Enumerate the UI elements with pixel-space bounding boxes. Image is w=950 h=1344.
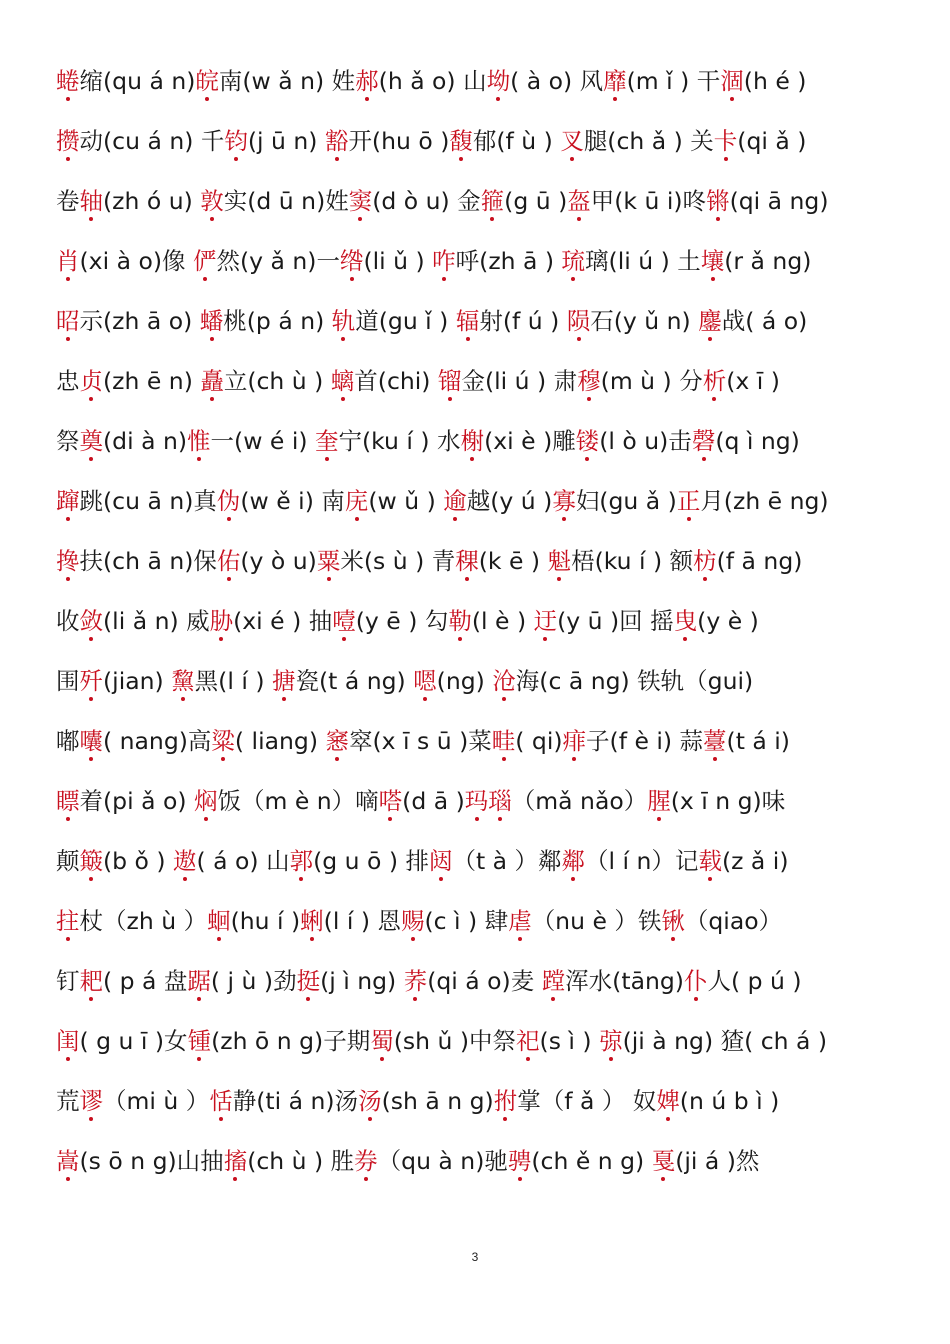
plain-text: （l í n）记 — [585, 847, 699, 875]
plain-text: (d ò u) 金 — [372, 187, 481, 215]
highlighted-character: 皖 — [195, 58, 219, 104]
plain-text: (y è ) — [697, 607, 759, 635]
highlighted-character: 螭 — [331, 358, 355, 404]
plain-text: 浑水(tāng) — [565, 967, 684, 995]
plain-text: （t à ）鄰 — [452, 847, 562, 875]
plain-text: (qi ā ng) — [729, 187, 829, 215]
plain-text: 着(pi ǎ o) — [79, 787, 194, 815]
plain-text: 黑(l í ) — [194, 667, 272, 695]
plain-text: (z ǎ i) — [721, 847, 789, 875]
vocabulary-line — [56, 538, 916, 598]
highlighted-character: 昭 — [56, 298, 80, 344]
plain-text: (y ò u) — [240, 547, 317, 575]
plain-text: (h é ) — [743, 67, 807, 95]
highlighted-character: 戛 — [652, 1138, 676, 1184]
highlighted-character: 锵 — [706, 178, 730, 224]
highlighted-character: 辐 — [456, 298, 480, 344]
highlighted-character: 叉 — [560, 118, 584, 164]
highlighted-character: 蜊 — [300, 898, 324, 944]
plain-text: 窣(x ī s ū )菜 — [348, 727, 492, 755]
vocabulary-line — [56, 298, 916, 358]
plain-text: (r ǎ ng) — [724, 247, 812, 275]
plain-text: 掌（f ǎ ） 奴 — [517, 1087, 657, 1115]
plain-text: 卷 — [56, 187, 80, 215]
highlighted-character: 遨 — [173, 838, 197, 884]
highlighted-character: 痱 — [563, 718, 587, 764]
highlighted-character: 肖 — [56, 238, 80, 284]
plain-text: 杖（zh ù ） — [79, 907, 208, 935]
highlighted-character: 搪 — [272, 658, 296, 704]
highlighted-character: 贞 — [80, 358, 104, 404]
plain-text: (j ì ng) — [320, 967, 404, 995]
highlighted-character: 壤 — [701, 238, 725, 284]
highlighted-character: 闼 — [429, 838, 453, 884]
plain-text: (ng) — [436, 667, 493, 695]
highlighted-character: 嗒 — [379, 778, 403, 824]
plain-text: 米(s ù ) 青 — [340, 547, 456, 575]
plain-text: (xi é ) 抽 — [233, 607, 333, 635]
highlighted-character: 瞟 — [56, 778, 80, 824]
highlighted-character: 瑙 — [488, 778, 512, 824]
highlighted-character: 陨 — [567, 298, 591, 344]
plain-text: (w ě i) 南 — [240, 487, 345, 515]
highlighted-character: 蛔 — [207, 898, 231, 944]
vocabulary-line — [56, 778, 916, 838]
vocabulary-line — [56, 58, 916, 118]
highlighted-character: 沧 — [492, 658, 516, 704]
highlighted-character: 蹚 — [542, 958, 566, 1004]
highlighted-character: 磬 — [692, 418, 716, 464]
plain-text: 人( p ú ) — [707, 967, 802, 995]
highlighted-character: 钧 — [224, 118, 248, 164]
highlighted-character: 卡 — [714, 118, 738, 164]
plain-text: ( á o) 山 — [196, 847, 290, 875]
plain-text: 嘟 — [56, 727, 80, 755]
highlighted-character: 踞 — [187, 958, 211, 1004]
highlighted-character: 婢 — [656, 1078, 680, 1124]
highlighted-character: 薹 — [703, 718, 727, 764]
highlighted-character: 歼 — [80, 658, 104, 704]
highlighted-character: 拊 — [494, 1078, 518, 1124]
plain-text: （mi ù ） — [103, 1087, 210, 1115]
highlighted-character: 搐 — [224, 1138, 248, 1184]
plain-text: 子(f è i) 蒜 — [586, 727, 704, 755]
plain-text: 缩(qu á n) — [79, 67, 196, 95]
plain-text: (c ì ) 肆 — [424, 907, 509, 935]
plain-text: (j ū n) — [247, 127, 325, 155]
plain-text: (k ē ) — [478, 547, 548, 575]
page-number: 3 — [471, 1250, 479, 1264]
vocabulary-list — [56, 58, 916, 1198]
plain-text: (ji á )然 — [675, 1147, 760, 1175]
highlighted-character: 蜀 — [370, 1018, 394, 1064]
highlighted-character: 弶 — [599, 1018, 623, 1064]
highlighted-character: 谬 — [80, 1078, 104, 1124]
plain-text: 开(hu ō ) — [348, 127, 450, 155]
plain-text: (qi ǎ ) — [737, 127, 807, 155]
plain-text: 一(w é i) — [210, 427, 315, 455]
plain-text: (y ū )回 摇 — [557, 607, 674, 635]
plain-text: 忠 — [56, 367, 80, 395]
highlighted-character: 赐 — [401, 898, 425, 944]
vocabulary-line — [56, 838, 916, 898]
plain-text: 呼(zh ā ) — [455, 247, 562, 275]
plain-text: 宁(ku í ) 水 — [338, 427, 461, 455]
plain-text: 饭（m è n）嘀 — [217, 787, 379, 815]
highlighted-character: 绺 — [340, 238, 364, 284]
plain-text: (m ù ) 分 — [600, 367, 703, 395]
highlighted-character: 析 — [703, 358, 727, 404]
plain-text: (ch ù ) 胜 — [247, 1147, 355, 1175]
plain-text: 璃(li ú ) 土 — [585, 247, 701, 275]
plain-text: 跳(cu ā n)真 — [79, 487, 217, 515]
plain-text: (l è ) — [471, 607, 534, 635]
highlighted-character: 佑 — [217, 538, 241, 584]
highlighted-character: 簸 — [80, 838, 104, 884]
plain-text: (x ī n g)味 — [670, 787, 786, 815]
highlighted-character: 鄰 — [562, 838, 586, 884]
highlighted-character: 鏖 — [698, 298, 722, 344]
plain-text: 妇(gu ǎ ) — [575, 487, 677, 515]
plain-text: ( liang) — [234, 727, 326, 755]
highlighted-character: 汤 — [358, 1078, 382, 1124]
highlighted-character: 枋 — [693, 538, 717, 584]
highlighted-character: 迂 — [534, 598, 558, 644]
plain-text: (l í ) 恩 — [323, 907, 401, 935]
plain-text: ( à o) 风 — [510, 67, 604, 95]
highlighted-character: 俨 — [193, 238, 217, 284]
highlighted-character: 蟠 — [200, 298, 224, 344]
highlighted-character: 蹿 — [56, 478, 80, 524]
highlighted-character: 粱 — [211, 718, 235, 764]
highlighted-character: 靡 — [603, 58, 627, 104]
vocabulary-line — [56, 1018, 916, 1078]
plain-text: 颠 — [56, 847, 80, 875]
highlighted-character: 锺 — [188, 1018, 212, 1064]
highlighted-character: 搀 — [56, 538, 80, 584]
vocabulary-line — [56, 178, 916, 238]
plain-text: 围 — [56, 667, 80, 695]
highlighted-character: 虐 — [508, 898, 532, 944]
vocabulary-line — [56, 658, 916, 718]
highlighted-character: 仆 — [684, 958, 708, 1004]
highlighted-character: 镂 — [576, 418, 600, 464]
plain-text: (q ì ng) — [715, 427, 800, 455]
highlighted-character: 矗 — [200, 358, 224, 404]
highlighted-character: 郝 — [355, 58, 379, 104]
plain-text: (ji à ng) 猹( ch á ) — [622, 1027, 828, 1055]
plain-text: 金(li ú ) 肃 — [461, 367, 578, 395]
highlighted-character: 榭 — [461, 418, 485, 464]
highlighted-character: 噎 — [332, 598, 356, 644]
plain-text: ( nang)高 — [103, 727, 212, 755]
highlighted-character: 伪 — [217, 478, 241, 524]
plain-text: （nu è ）铁 — [531, 907, 662, 935]
plain-text: (w ǔ ) — [368, 487, 444, 515]
plain-text: 战( á o) — [721, 307, 808, 335]
highlighted-character: 窸 — [325, 718, 349, 764]
highlighted-character: 勒 — [448, 598, 472, 644]
plain-text: 越(y ú ) — [466, 487, 553, 515]
highlighted-character: 攒 — [56, 118, 80, 164]
highlighted-character: 畦 — [492, 718, 516, 764]
plain-text: (d ā ) — [402, 787, 465, 815]
plain-text: (jian) — [103, 667, 172, 695]
plain-text: 收 — [56, 607, 80, 635]
highlighted-character: 逾 — [443, 478, 467, 524]
highlighted-character: 琉 — [562, 238, 586, 284]
highlighted-character: 囔 — [80, 718, 104, 764]
plain-text: （mǎ nǎo） — [511, 787, 648, 815]
plain-text: (xi è )雕 — [484, 427, 576, 455]
plain-text: 海(c ā ng) 铁轨（gui) — [515, 667, 754, 695]
highlighted-character: 庑 — [345, 478, 369, 524]
plain-text: 桃(p á n) — [223, 307, 332, 335]
plain-text: 南(w ǎ n) 姓 — [218, 67, 356, 95]
plain-text: 首(chi) — [354, 367, 438, 395]
vocabulary-line — [56, 958, 916, 1018]
vocabulary-line — [56, 1138, 916, 1198]
highlighted-character: 粟 — [317, 538, 341, 584]
plain-text: 钉 — [56, 967, 80, 995]
highlighted-character: 豁 — [325, 118, 349, 164]
plain-text: (zh ó u) — [103, 187, 201, 215]
plain-text: (l ò u)击 — [599, 427, 692, 455]
highlighted-character: 穆 — [577, 358, 601, 404]
highlighted-character: 荞 — [404, 958, 428, 1004]
highlighted-character: 窦 — [349, 178, 373, 224]
plain-text: 甲(k ū i)咚 — [590, 187, 707, 215]
vocabulary-line — [56, 478, 916, 538]
highlighted-character: 惟 — [187, 418, 211, 464]
plain-text: (h ǎ o) 山 — [378, 67, 487, 95]
plain-text: (y ē ) 勾 — [355, 607, 449, 635]
plain-text: (zh ē n) — [103, 367, 201, 395]
highlighted-character: 锹 — [661, 898, 685, 944]
plain-text: 梧(ku í ) 额 — [571, 547, 694, 575]
plain-text: ( j ù )劲 — [210, 967, 297, 995]
highlighted-character: 挺 — [297, 958, 321, 1004]
plain-text: (g ū ) — [504, 187, 568, 215]
plain-text: ( qi) — [515, 727, 563, 755]
plain-text: (m ǐ ) 干 — [626, 67, 721, 95]
plain-text: (li ǎ n) 威 — [103, 607, 210, 635]
plain-text: 荒 — [56, 1087, 80, 1115]
plain-text: (hu í ) — [230, 907, 301, 935]
plain-text: 月(zh ē ng) — [700, 487, 829, 515]
vocabulary-line — [56, 118, 916, 178]
plain-text: （qiao） — [684, 907, 783, 935]
vocabulary-line — [56, 358, 916, 418]
plain-text: (li ǔ ) — [363, 247, 433, 275]
highlighted-character: 焖 — [194, 778, 218, 824]
plain-text: 扶(ch ā n)保 — [79, 547, 217, 575]
plain-text: (di à n) — [103, 427, 188, 455]
highlighted-character: 骋 — [508, 1138, 532, 1184]
highlighted-character: 嗯 — [413, 658, 437, 704]
highlighted-character: 涸 — [720, 58, 744, 104]
highlighted-character: 箍 — [481, 178, 505, 224]
plain-text: (n ú b ì ) — [679, 1087, 780, 1115]
highlighted-character: 闺 — [56, 1018, 80, 1064]
plain-text: 立(ch ù ) — [223, 367, 331, 395]
highlighted-character: 祀 — [516, 1018, 540, 1064]
plain-text: (sh ǔ )中祭 — [393, 1027, 517, 1055]
plain-text: (f ā ng) — [716, 547, 803, 575]
highlighted-character: 恬 — [209, 1078, 233, 1124]
vocabulary-line — [56, 1078, 916, 1138]
highlighted-character: 玛 — [465, 778, 489, 824]
plain-text: 祭 — [56, 427, 80, 455]
plain-text: (x ī ) — [726, 367, 780, 395]
plain-text: 静(ti á n)汤 — [232, 1087, 359, 1115]
plain-text: (s ì ) — [539, 1027, 600, 1055]
plain-text: 石(y ǔ n) — [590, 307, 699, 335]
plain-text: (g u ō ) 排 — [313, 847, 429, 875]
highlighted-character: 馥 — [449, 118, 473, 164]
plain-text: (qi á o)麦 — [427, 967, 542, 995]
highlighted-character: 拄 — [56, 898, 80, 944]
plain-text: 瓷(t á ng) — [295, 667, 414, 695]
highlighted-character: 胁 — [210, 598, 234, 644]
plain-text: 动(cu á n) 千 — [79, 127, 225, 155]
highlighted-character: 轴 — [80, 178, 104, 224]
highlighted-character: 嵩 — [56, 1138, 80, 1184]
highlighted-character: 坳 — [487, 58, 511, 104]
highlighted-character: 奎 — [315, 418, 339, 464]
highlighted-character: 耙 — [80, 958, 104, 1004]
vocabulary-line — [56, 598, 916, 658]
vocabulary-line — [56, 898, 916, 958]
highlighted-character: 敛 — [80, 598, 104, 644]
plain-text: （qu à n)驰 — [377, 1147, 508, 1175]
highlighted-character: 券 — [354, 1138, 378, 1184]
plain-text: ( p á 盘 — [103, 967, 188, 995]
plain-text: 然(y ǎ n)一 — [216, 247, 340, 275]
highlighted-character: 奠 — [80, 418, 104, 464]
plain-text: (sh ā n g) — [381, 1087, 494, 1115]
plain-text: (ch ě n g) — [531, 1147, 652, 1175]
highlighted-character: 蜷 — [56, 58, 80, 104]
highlighted-character: 黧 — [171, 658, 195, 704]
highlighted-character: 寡 — [552, 478, 576, 524]
plain-text: 道(gu ǐ ) — [355, 307, 456, 335]
plain-text: 示(zh ā o) — [79, 307, 200, 335]
plain-text: 郁(f ù ) — [472, 127, 561, 155]
plain-text: (b ǒ ) — [103, 847, 174, 875]
plain-text: (zh ō n g)子期 — [211, 1027, 371, 1055]
highlighted-character: 腥 — [647, 778, 671, 824]
highlighted-character: 盔 — [567, 178, 591, 224]
highlighted-character: 稞 — [455, 538, 479, 584]
vocabulary-line — [56, 718, 916, 778]
highlighted-character: 郭 — [290, 838, 314, 884]
vocabulary-line — [56, 418, 916, 478]
highlighted-character: 魁 — [548, 538, 572, 584]
highlighted-character: 载 — [698, 838, 722, 884]
plain-text: 实(d ū n)姓 — [223, 187, 349, 215]
highlighted-character: 曳 — [674, 598, 698, 644]
highlighted-character: 咋 — [432, 238, 456, 284]
highlighted-character: 敦 — [200, 178, 224, 224]
highlighted-character: 镏 — [438, 358, 462, 404]
plain-text: 射(f ú ) — [479, 307, 567, 335]
plain-text: (xi à o)像 — [79, 247, 193, 275]
highlighted-character: 轨 — [332, 298, 356, 344]
vocabulary-line — [56, 238, 916, 298]
highlighted-character: 正 — [677, 478, 701, 524]
plain-text: 腿(ch ǎ ) 关 — [583, 127, 714, 155]
plain-text: ( g u ī )女 — [79, 1027, 188, 1055]
plain-text: (s ō n g)山抽 — [79, 1147, 224, 1175]
plain-text: (t á i) — [726, 727, 790, 755]
